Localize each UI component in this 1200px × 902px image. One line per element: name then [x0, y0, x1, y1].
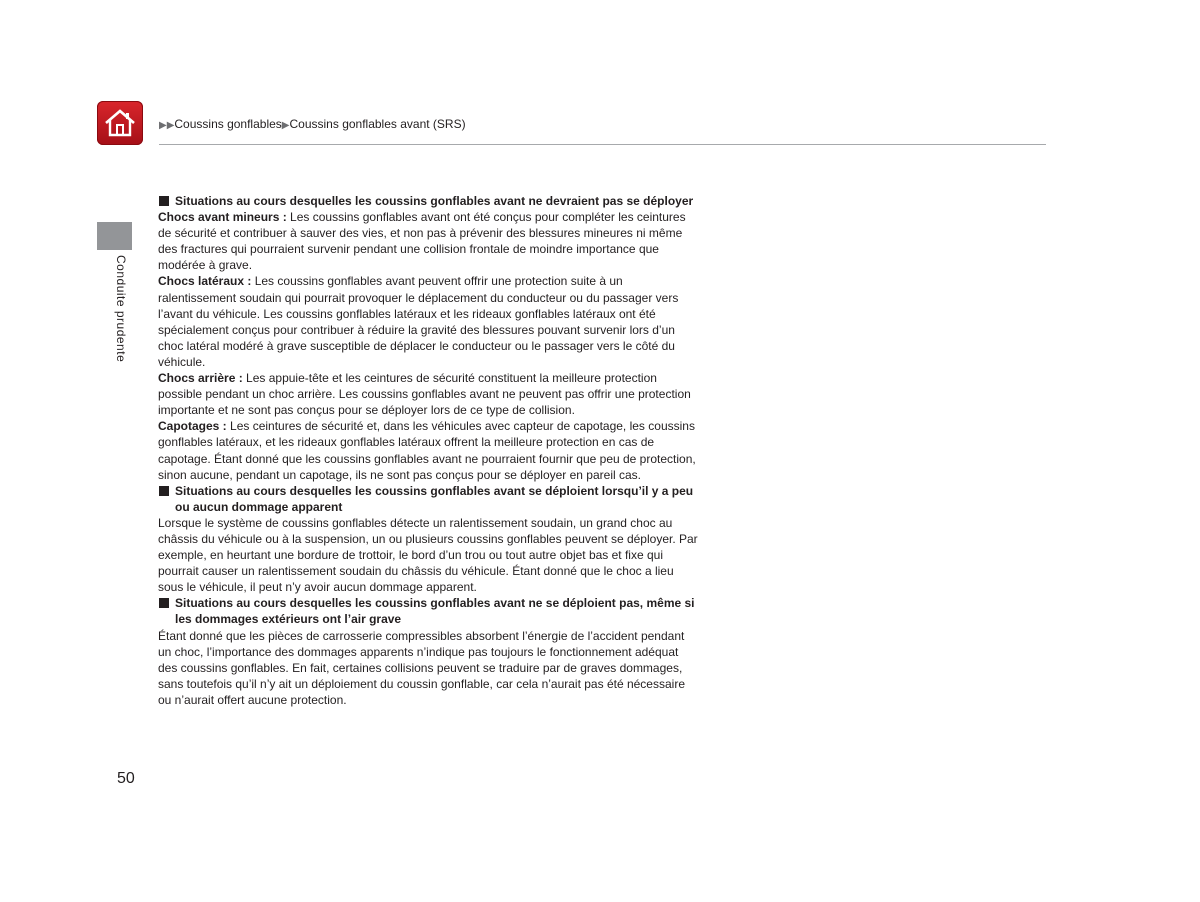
section-heading: Situations au cours desquelles les coussins gonflables avant ne devraient pas se déployer — [158, 193, 700, 209]
square-bullet-icon — [159, 196, 169, 206]
paragraph: Chocs arrière : Les appuie-tête et les ceintures de sécurité constituent la meilleure protection possible pendant un choc arrière. Les coussins gonflables avant ne peuvent pas offrir une protection importante et ne sont pas conçus pour se déployer lors de ce type de collision. — [158, 371, 691, 418]
section-tab[interactable] — [97, 222, 132, 250]
paragraph: Chocs avant mineurs : Les coussins gonflables avant ont été conçus pour compléter les ceintures de sécurité et contribuer à sauver des vies, et non pas à prévenir des blessures mineures ni même des fractures qui pourraient survenir pendant une collision frontale de moindre importance que modérée à grave. — [158, 210, 686, 273]
square-bullet-icon — [159, 598, 169, 608]
main-content — [158, 193, 700, 708]
breadcrumb-item[interactable]: Coussins gonflables — [174, 117, 282, 131]
breadcrumb-item[interactable]: Coussins gonflables avant (SRS) — [289, 117, 466, 131]
home-icon — [103, 108, 137, 138]
triangle-right-icon: ▶ — [281, 120, 290, 131]
square-bullet-icon — [159, 486, 169, 496]
triangle-right-icon: ▶▶ — [159, 120, 175, 131]
paragraph: Étant donné que les pièces de carrosserie compressibles absorbent l’énergie de l’accident pendant un choc, l’importance des dommages apparents n’indique pas toujours le fonctionnement adéquat des coussins gonflables. En fait, certaines collisions peuvent se traduire par de graves dommages, sans toutefois qu’il n’y ait un déploiement du coussin gonflable, car cela n’aurait pas été nécessaire ou n’aurait offert aucune protection. — [158, 628, 685, 707]
paragraph: Capotages : Les ceintures de sécurité et, dans les véhicules avec capteur de capotage, les coussins gonflables latéraux, et les rideaux gonflables latéraux offrent la meilleure protection en cas de capotage. Étant donné que les coussins gonflables avant ne pourraient fournir que peu de protection, sinon aucune, pendant un capotage, ils ne sont pas conçus pour se déployer en pareil cas. — [158, 419, 696, 482]
home-button[interactable] — [97, 101, 143, 145]
section-heading: Situations au cours desquelles les coussins gonflables avant se déploient lorsqu’il y a peu ou aucun dommage apparent — [158, 483, 700, 515]
page-number: 50 — [117, 770, 135, 787]
breadcrumb — [159, 117, 466, 131]
section-heading: Situations au cours desquelles les coussins gonflables avant ne se déploient pas, même si les dommages extérieurs ont l’air grave — [158, 595, 700, 627]
section-label: Conduite prudente — [114, 255, 128, 363]
header-divider — [159, 144, 1046, 145]
paragraph: Chocs latéraux : Les coussins gonflables avant peuvent offrir une protection suite à un ralentissement soudain qui pourrait provoquer le déplacement du conducteur ou du passager vers l’avant du véhicule. Les coussins gonflables latéraux et les rideaux gonflables latéraux ont été spécialement conçus pour contribuer à réduire la gravité des blessures pouvant survenir lors d’un choc latéral modéré à grave susceptible de déplacer le conducteur ou le passager vers le côté du véhicule. — [158, 274, 679, 369]
paragraph: Lorsque le système de coussins gonflables détecte un ralentissement soudain, un grand choc au châssis du véhicule ou à la suspension, un ou plusieurs coussins gonflables peuvent se déployer. Par exemple, en heurtant une bordure de trottoir, le bord d’un trou ou tout autre objet bas et fixe qui pourrait causer un ralentissement soudain du châssis du véhicule. Étant donné que le choc a lieu sous le véhicule, il peut n’y avoir aucun dommage apparent. — [158, 515, 698, 595]
